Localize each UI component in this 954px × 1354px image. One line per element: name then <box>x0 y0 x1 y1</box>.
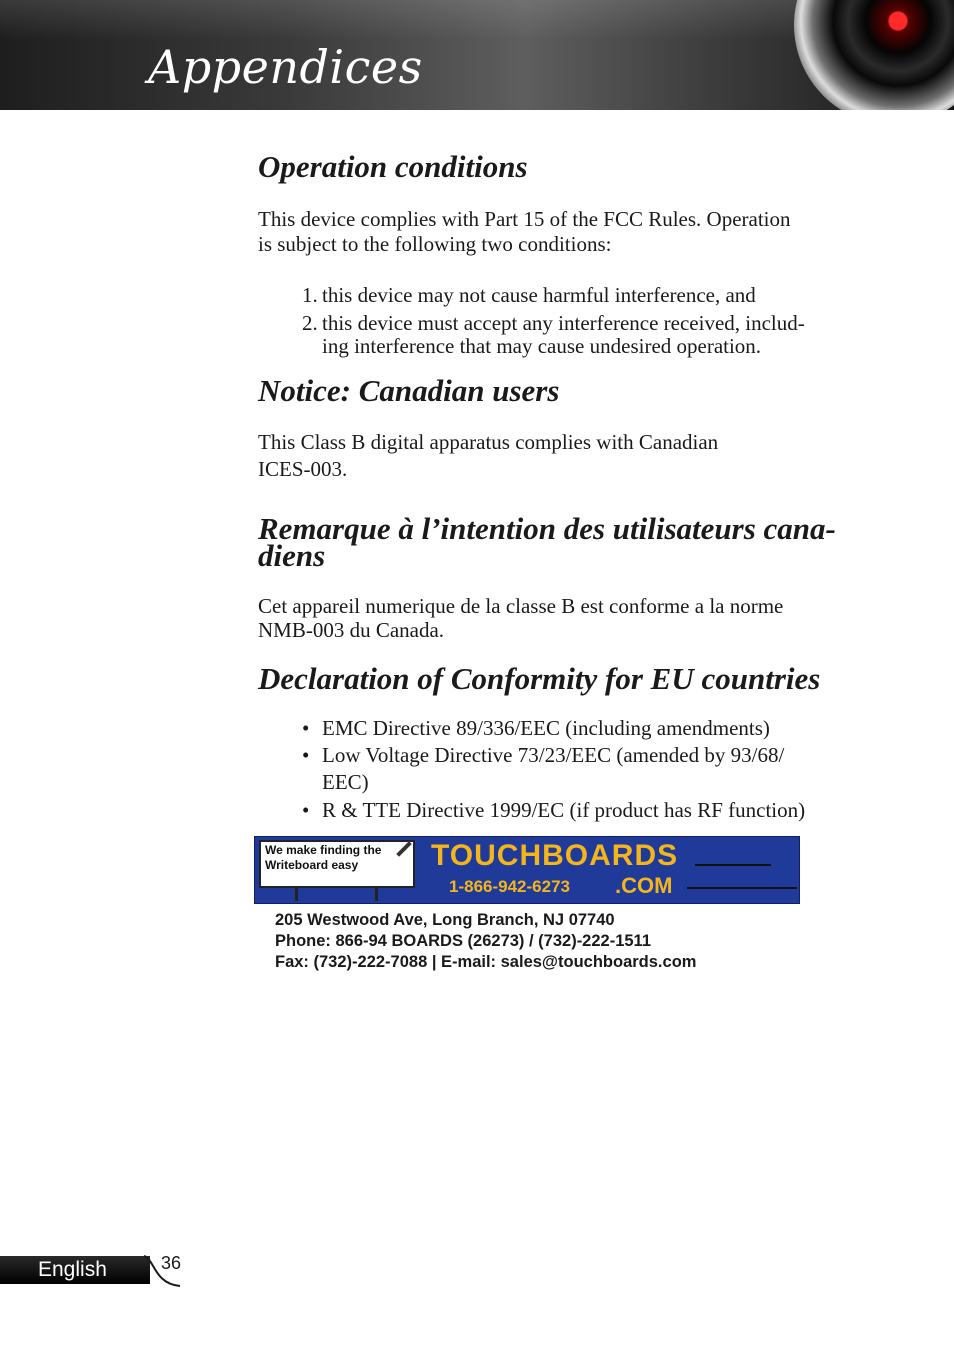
page-header <box>0 0 954 110</box>
bullet-item <box>302 717 902 740</box>
projector-lens-icon <box>794 0 954 110</box>
ad-board-line2: Writeboard easy <box>265 858 359 872</box>
list-item-continuation: ing interference that may cause undesired operation. <box>322 334 762 358</box>
list-item <box>302 312 902 335</box>
ad-board-line1: We make finding the <box>265 843 382 857</box>
list-item-text: this device may not cause harmful interference, and <box>322 283 756 307</box>
section-title-declaration: Declaration of Conformity for EU countries <box>258 661 821 696</box>
ad-address: 205 Westwood Ave, Long Branch, NJ 07740 <box>275 911 615 929</box>
bullet-item-text: R & TTE Directive 1999/EC (if product has RF function) <box>322 798 806 822</box>
list-item-text: this device must accept any interference received, includ- <box>322 311 805 335</box>
section-title-remarque-line1: Remarque à l’intention des utilisateurs cana- <box>258 511 836 546</box>
section-title-remarque-line2: diens <box>258 538 326 573</box>
whiteboard-graphic <box>259 840 415 888</box>
ad-dotcom: .COM <box>615 873 673 898</box>
operation-intro-line1: This device complies with Part 15 of the FCC Rules. Operation <box>258 207 791 231</box>
page-title: Appendices <box>148 40 423 94</box>
bullet-icon: • <box>302 743 310 767</box>
footer-language: English <box>38 1258 107 1281</box>
bullet-item-text: EMC Directive 89/336/EEC (including amendments) <box>322 716 770 740</box>
touchboards-ad-banner[interactable] <box>254 836 800 904</box>
page-number: 36 <box>161 1253 182 1273</box>
ad-brand: TOUCHBOARDS <box>431 839 679 872</box>
ad-phone: 1-866-942-6273 <box>449 877 570 896</box>
board-leg <box>375 887 378 901</box>
remarque-line2: NMB-003 du Canada. <box>258 618 445 642</box>
canadian-line2: ICES-003. <box>258 457 348 481</box>
operation-intro-line2: is subject to the following two conditions: <box>258 232 612 256</box>
bullet-icon: • <box>302 716 310 740</box>
list-number: 2. <box>302 311 318 335</box>
ad-rule <box>695 864 771 866</box>
list-item <box>302 284 902 307</box>
list-number: 1. <box>302 283 318 307</box>
remarque-line1: Cet appareil numerique de la classe B est conforme a la norme <box>258 594 784 618</box>
ad-fax-line: Fax: (732)-222-7088 | E-mail: sales@touchboards.com <box>275 953 697 971</box>
canadian-line1: This Class B digital apparatus complies with Canadian <box>258 430 719 454</box>
bullet-icon: • <box>302 798 310 822</box>
bullet-item <box>302 799 902 822</box>
bullet-item <box>302 744 902 767</box>
board-leg <box>295 887 298 901</box>
section-title-canadian-users: Notice: Canadian users <box>258 373 560 408</box>
section-title-operation-conditions: Operation conditions <box>258 149 528 184</box>
ad-rule <box>687 887 797 889</box>
bullet-item-text: Low Voltage Directive 73/23/EEC (amended by 93/68/ <box>322 743 785 767</box>
ad-phone-line: Phone: 866-94 BOARDS (26273) / (732)-222-1511 <box>275 932 652 950</box>
bullet-item-continuation: EEC) <box>322 770 369 794</box>
